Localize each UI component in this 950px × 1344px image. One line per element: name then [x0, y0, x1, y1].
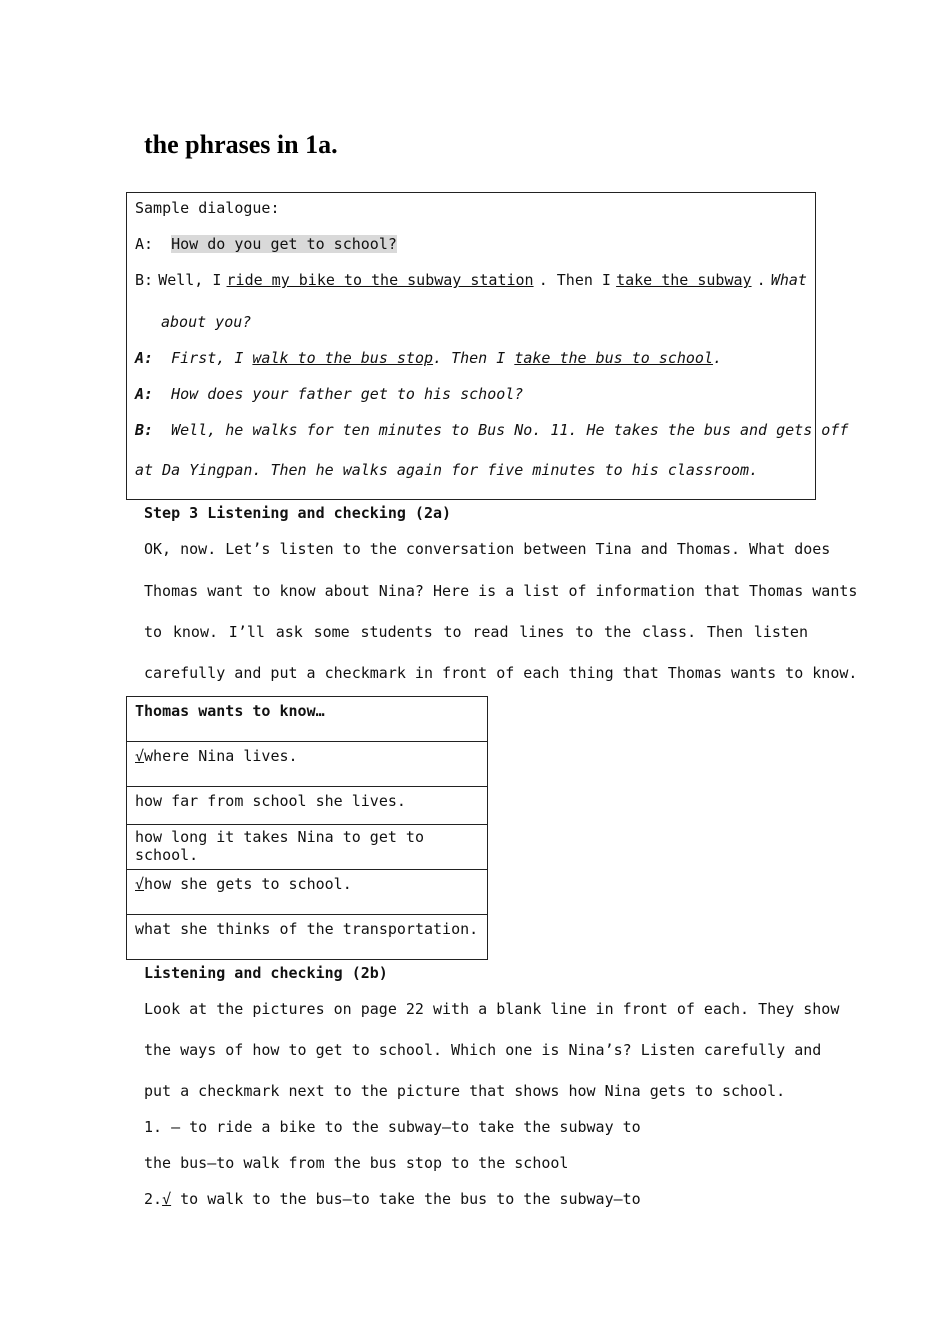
- list-item-2: [144, 1190, 808, 1208]
- list-number: 2.: [144, 1190, 163, 1208]
- table-cell: [127, 825, 488, 870]
- step3-title: Step 3 Listening and checking (2a): [144, 504, 452, 522]
- table-cell: [127, 787, 488, 825]
- dialogue-text: Well, he walks for ten minutes to Bus No. 11. He takes the bus and gets off: [171, 421, 849, 439]
- step2b-title: Listening and checking (2b): [144, 964, 388, 982]
- dialogue-phrase: walk to the bus stop: [252, 349, 434, 367]
- table-row: [127, 742, 488, 787]
- speaker-a: A:: [135, 385, 154, 403]
- dialogue-text: How does your father get to his school?: [171, 385, 524, 403]
- sample-dialogue-box: [126, 192, 849, 500]
- list-item-1-cont: the bus—to walk from the bus stop to the school: [144, 1154, 569, 1172]
- dialogue-text: How do you get to school?: [171, 235, 397, 253]
- dialogue-text: .: [713, 349, 723, 367]
- dialogue-phrase: ride my bike to the subway station: [226, 271, 534, 289]
- list-item-1: 1. — to ride a bike to the subway—to take the subway to: [144, 1118, 641, 1136]
- step3-paragraph-line: to know. I’ll ask some students to read lines to the class. Then listen: [144, 623, 808, 641]
- table-cell: [127, 915, 488, 960]
- table-cell: [127, 870, 488, 915]
- row-text: how long it takes Nina to get to school.: [135, 828, 424, 864]
- speaker-a: A:: [135, 349, 154, 367]
- speaker-b: B:: [135, 421, 154, 439]
- dialogue-text: Well, I: [158, 271, 222, 289]
- dialogue-text: First, I: [171, 349, 244, 367]
- step2b-paragraph-line: put a checkmark next to the picture that shows how Nina gets to school.: [144, 1082, 786, 1100]
- table-row: [127, 787, 488, 825]
- speaker-a: A:: [135, 235, 154, 253]
- checkmark: √: [135, 747, 145, 765]
- dialogue-text: .: [756, 271, 766, 289]
- step3-paragraph-line: Thomas want to know about Nina? Here is a list of information that Thomas wants: [144, 582, 858, 600]
- page-heading: the phrases in 1a.: [144, 130, 338, 159]
- step3-paragraph-line: OK, now. Let’s listen to the conversation between Tina and Thomas. What does: [144, 540, 831, 558]
- dialogue-text: What: [770, 271, 807, 289]
- dialogue-line-5-cont: at Da Yingpan. Then he walks again for five minutes to his classroom.: [135, 461, 759, 479]
- row-text: how she gets to school.: [144, 875, 352, 893]
- step2b-paragraph-line: Look at the pictures on page 22 with a blank line in front of each. They show: [144, 1000, 840, 1018]
- table-row: [127, 825, 488, 870]
- sample-dialogue-title: Sample dialogue:: [135, 199, 280, 217]
- checkmark: √: [135, 875, 145, 893]
- table-header: Thomas wants to know…: [127, 697, 488, 742]
- row-text: what she thinks of the transportation.: [135, 920, 479, 938]
- row-text: how far from school she lives.: [135, 792, 406, 810]
- dialogue-text: . Then I: [433, 349, 506, 367]
- dialogue-line-1: [135, 235, 397, 253]
- dialogue-line-2: [135, 271, 807, 289]
- table-cell: [127, 742, 488, 787]
- row-text: where Nina lives.: [144, 747, 298, 765]
- thomas-wants-table: [126, 696, 488, 960]
- dialogue-line-5: [135, 421, 849, 439]
- step3-paragraph-line: carefully and put a checkmark in front of each thing that Thomas wants to know.: [144, 664, 858, 682]
- table-header-row: [127, 697, 488, 742]
- table-row: [127, 915, 488, 960]
- dialogue-line-4: [135, 385, 523, 403]
- list-text: to walk to the bus—to take the bus to the subway—to: [171, 1190, 641, 1208]
- checkmark: √: [162, 1190, 172, 1208]
- dialogue-line-3: [135, 349, 722, 367]
- dialogue-phrase: take the bus to school: [514, 349, 713, 367]
- speaker-b: B:: [135, 271, 154, 289]
- dialogue-line-2-cont: about you?: [161, 313, 252, 331]
- dialogue-text: . Then I: [538, 271, 611, 289]
- table-row: [127, 870, 488, 915]
- dialogue-phrase: take the subway: [616, 271, 752, 289]
- step2b-paragraph-line: the ways of how to get to school. Which one is Nina’s? Listen carefully and: [144, 1041, 822, 1059]
